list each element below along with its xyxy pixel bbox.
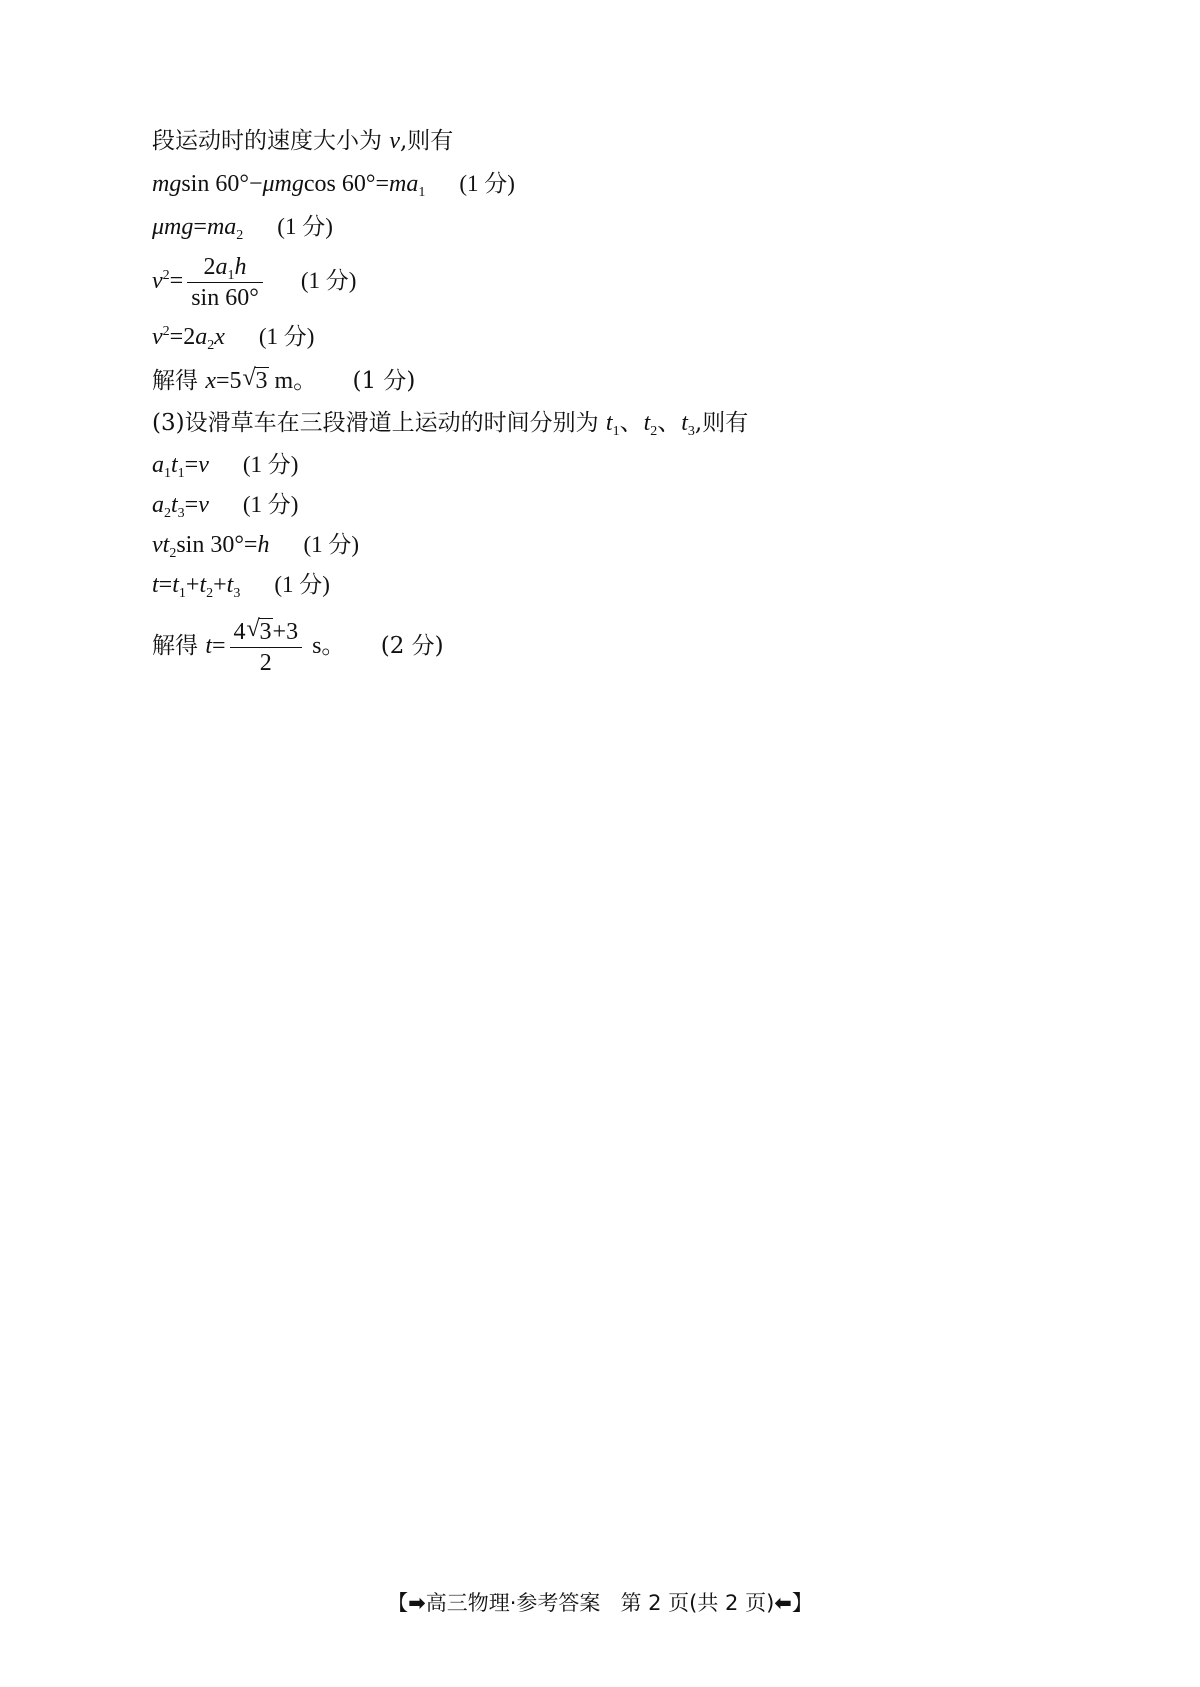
score-label: (1 分) — [277, 214, 333, 239]
solution-unit: m。 — [268, 368, 318, 394]
radicand: 3 — [255, 368, 268, 394]
solution-prefix: 解得 — [152, 633, 198, 659]
solution-var: x — [205, 368, 216, 394]
section-3-text: (3)设滑草车在三段滑道上运动的时间分别为 — [152, 410, 599, 436]
score-label: (1 分) — [274, 572, 330, 597]
solution-eq: =5 — [215, 368, 242, 394]
score-label: (1 分) — [242, 452, 299, 477]
numerator-coef: 4 — [233, 618, 246, 645]
square-root: √ 3 — [242, 365, 268, 394]
footer-page-number: 第 2 页(共 2 页) — [620, 1591, 775, 1615]
solution-prefix: 解得 — [152, 368, 198, 394]
equation-velocity-squared: $v^2=$ $\frac{2a_1h}{\sin 60^\circ}$ (1 分) — [152, 253, 357, 311]
score-label: (1 分) — [242, 492, 299, 517]
score-label: (1 分) — [352, 368, 416, 394]
square-root: √ 3 — [246, 615, 272, 645]
section-3-intro: (3)设滑草车在三段滑道上运动的时间分别为 $t_1$、$t_2$、$t_3$,则有 — [152, 410, 749, 439]
solution-distance — [152, 361, 415, 401]
radicand: 3 — [259, 618, 272, 645]
solution-eq: = — [211, 633, 226, 659]
denominator: 2 — [259, 649, 272, 676]
arrow-left-icon: ⬅ — [774, 1591, 792, 1615]
section-3-tail: ,则有 — [694, 410, 749, 436]
equation-friction: $\mu mg=ma_2$ (1 分) — [152, 214, 333, 243]
velocity-var: v — [389, 128, 400, 154]
equation-slope-force: mgsin 60°−μmgcos $60^\circ=ma_1$ (1 分) — [152, 171, 515, 200]
score-label: (1 分) — [258, 324, 315, 349]
solution-unit: s。 — [306, 633, 346, 659]
equation-t2: $vt_2\sin$ 30°=h (1 分) — [152, 532, 360, 561]
footer-bracket-right: 】 — [791, 1591, 813, 1615]
footer-title: 高三物理·参考答案 — [425, 1591, 601, 1615]
text-line-velocity — [152, 121, 453, 161]
numerator-tail: +3 — [272, 618, 299, 645]
score-label: (1 分) — [459, 171, 515, 196]
score-label: (2 分) — [380, 633, 444, 659]
footer-bracket-left: 【 — [387, 1591, 409, 1615]
equation-distance: $v^2=2a_2x$ (1 分) — [152, 324, 315, 353]
velocity-text: 段运动时的速度大小为 — [152, 128, 382, 154]
solution-time — [152, 611, 444, 681]
score-label: (1 分) — [300, 268, 357, 293]
solution-var: t — [205, 633, 212, 659]
velocity-tail: ,则有 — [399, 128, 454, 154]
fraction — [230, 617, 303, 678]
score-label: (1 分) — [303, 532, 360, 557]
equation-t3: $a_2t_3=v$ (1 分) — [152, 492, 299, 521]
equation-t1: $a_1t_1=v$ (1 分) — [152, 452, 299, 481]
equation-total-time: $t=t_1+t_2+t_3$ (1 分) — [152, 572, 330, 601]
page-footer — [0, 1587, 1200, 1617]
arrow-right-icon: ➡ — [408, 1591, 426, 1615]
fraction: $\frac{2a_1h}{\sin 60^\circ}$ — [187, 252, 263, 313]
